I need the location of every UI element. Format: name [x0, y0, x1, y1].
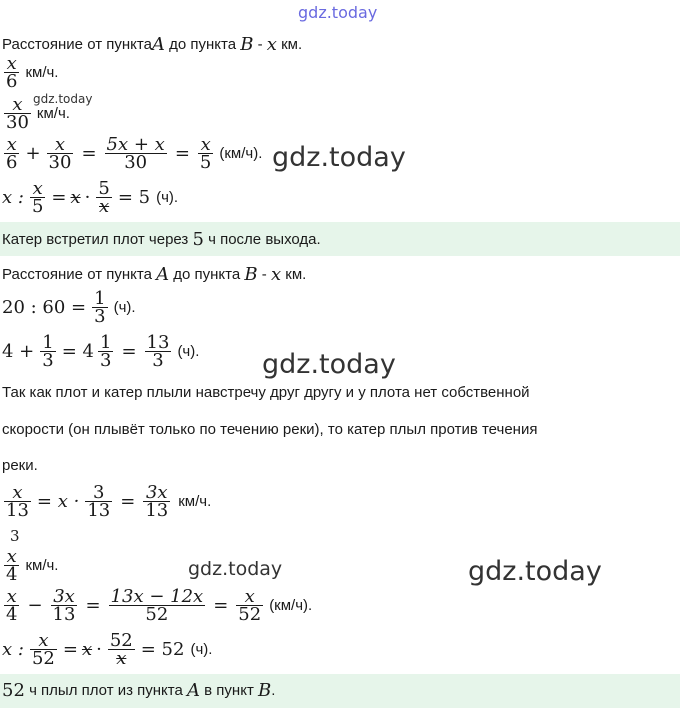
unit: (км/ч). [269, 597, 313, 614]
fraction: $\frac{x}{5}$ [31, 178, 44, 217]
text: Расстояние от пункта [2, 266, 157, 283]
expr: x : [2, 639, 24, 660]
fraction: $\frac{x}{4}$ [6, 586, 18, 625]
result: = 5 [117, 187, 151, 208]
part2-difference-equation [2, 588, 312, 623]
fraction: $\frac{13}{3}$ [146, 332, 170, 371]
unit: (ч). [177, 343, 200, 360]
text: . [271, 682, 276, 699]
var-x: x [266, 34, 277, 55]
expr: x : [2, 187, 24, 208]
unit: км. [281, 266, 307, 283]
part2-paragraph-line-3: реки. [2, 457, 38, 474]
unit: км. [276, 36, 303, 53]
op: = x · [36, 491, 80, 512]
watermark-large-2: gdz.today [262, 349, 396, 380]
op: = [51, 187, 67, 208]
fraction: $\frac{x}{6}$ [6, 134, 18, 173]
part1-boat-speed [2, 96, 70, 131]
watermark-small: gdz.today [33, 92, 93, 106]
fraction: $\frac{1}{3}$ [94, 288, 106, 327]
point-b: B [244, 264, 258, 285]
watermark-medium-3: gdz.today [188, 558, 283, 580]
text: ч после выхода. [203, 231, 321, 248]
fraction: $\frac{13x - 12x}{52}$ [110, 586, 204, 625]
point-b: B [257, 680, 272, 701]
unit: (ч). [113, 299, 136, 316]
part2-paragraph-line-2: скорости (он плывёт только по течению реки), то катер плыл против течения [2, 421, 538, 438]
var-x-cancelled: x [81, 639, 93, 660]
unit: км/ч. [36, 105, 70, 122]
op: − [27, 595, 43, 616]
fraction: $\frac{x}{52}$ [238, 586, 262, 625]
op: = [213, 595, 229, 616]
part1-answer [2, 229, 321, 250]
op: = [81, 143, 97, 164]
part1-time-equation [2, 180, 178, 215]
part2-answer [2, 680, 275, 701]
part2-paragraph-line-1: Так как плот и катер плыли навстречу друг другу и у плота нет собственной [2, 384, 530, 401]
var-x: x [270, 264, 282, 285]
part2-total-time [2, 334, 199, 369]
text: Катер встретил плот через [2, 231, 193, 248]
part2-distance-line [2, 264, 306, 285]
var-x-cancelled: x [70, 187, 81, 208]
op: · [84, 187, 91, 208]
unit: км/ч. [25, 64, 59, 81]
fraction: $\frac{1}{3}$ [42, 332, 54, 371]
op: = 4 [61, 341, 94, 362]
unit: (км/ч). [219, 145, 263, 162]
unit: (ч). [190, 641, 213, 658]
number: 52 [2, 680, 25, 701]
watermark-large-4: gdz.today [468, 556, 602, 587]
text: - [253, 36, 267, 53]
fraction: $\frac{x}{13}$ [6, 482, 29, 521]
part2-minutes-to-hours [2, 290, 136, 325]
op: · [96, 639, 102, 660]
point-a: A [156, 264, 170, 285]
number: 5 [192, 229, 204, 250]
part2-stray-three: 3 [10, 527, 20, 545]
unit: (ч). [156, 189, 179, 206]
point-a: A [151, 34, 165, 55]
unit: км/ч. [25, 557, 59, 574]
op: + [25, 143, 41, 164]
op: = [62, 639, 78, 660]
part1-distance-line [2, 34, 302, 55]
fraction: $\frac{5x + x}{30}$ [106, 134, 165, 173]
point-a: A [187, 680, 200, 701]
fraction: $\frac{x}{52}$ [31, 630, 55, 669]
fraction: $\frac{x}{5}$ [199, 134, 212, 173]
fraction: $\frac{x}{6}$ [6, 53, 18, 92]
fraction: $\frac{x}{4}$ [6, 546, 18, 585]
unit: км/ч. [178, 493, 212, 510]
fraction: $\frac{x}{30}$ [6, 94, 29, 133]
fraction: $\frac{52}{x}$ [109, 630, 133, 669]
part2-time-equation [2, 632, 212, 667]
op: = [120, 491, 136, 512]
op: = [85, 595, 101, 616]
fraction: $\frac{3}{13}$ [87, 482, 111, 521]
text: до пункта [169, 266, 245, 283]
part2-boat-speed [2, 484, 211, 519]
text: до пункта [164, 36, 241, 53]
expr: 20 : 60 = [2, 297, 87, 318]
point-b: B [240, 34, 254, 55]
fraction: $\frac{3x}{13}$ [52, 586, 76, 625]
text: Расстояние от пункта [2, 36, 152, 53]
result: = 52 [140, 639, 185, 660]
fraction: $\frac{3x}{13}$ [145, 482, 169, 521]
text: в пункт [200, 682, 258, 699]
part1-raft-speed [2, 55, 58, 90]
part1-sum-equation [2, 136, 262, 171]
text: ч плыл плот из пункта [24, 682, 187, 699]
op: = [174, 143, 190, 164]
watermark-large-1: gdz.today [272, 142, 406, 173]
op: = [121, 341, 137, 362]
text: - [257, 266, 271, 283]
fraction: $\frac{1}{3}$ [99, 332, 112, 371]
expr: 4 + [2, 341, 35, 362]
fraction: $\frac{5}{x}$ [98, 178, 110, 217]
part2-raft-speed [2, 548, 58, 583]
watermark-top: gdz.today [298, 3, 378, 22]
fraction: $\frac{x}{30}$ [48, 134, 72, 173]
